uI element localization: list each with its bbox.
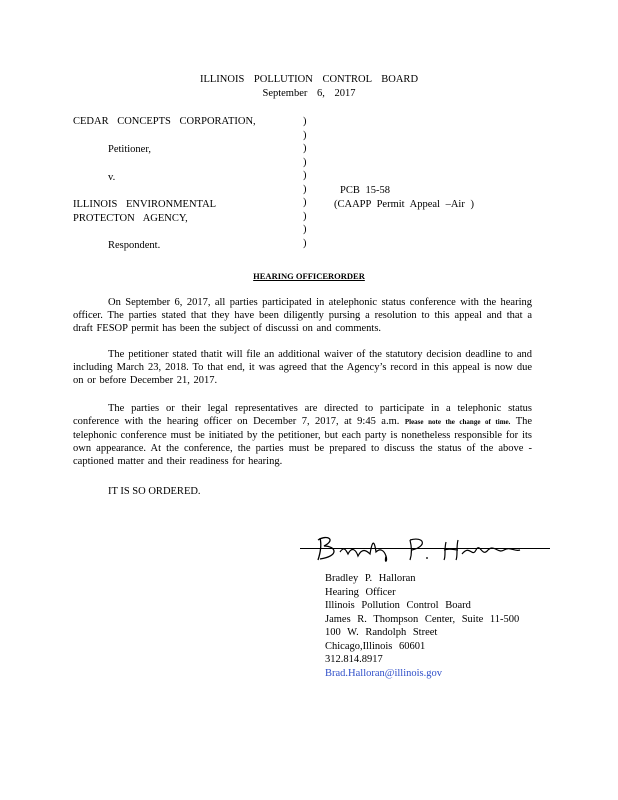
caption-paren: ) — [303, 197, 307, 208]
petitioner-role: Petitioner, — [108, 144, 152, 155]
signer-phone: 312.814.8917 — [325, 654, 383, 665]
caption-paren: ) — [303, 170, 307, 181]
case-type: (CAAPP Permit Appeal –Air ) — [334, 199, 474, 210]
paragraph-text: The parties or their legal representatives are directed to participate in a telephonic status conference with the hearing officer on December 7, 2017, at 9:45 a.m. — [73, 403, 532, 427]
petitioner-name: CEDAR CONCEPTS CORPORATION, — [73, 116, 256, 127]
respondent-name-line2: PROTECTON AGENCY, — [73, 213, 188, 224]
signer-name: Bradley P. Halloran — [325, 573, 416, 584]
signer-email-link[interactable]: Brad.Halloran@illinois.gov — [325, 667, 442, 679]
caption-paren-column — [303, 115, 307, 250]
caption-paren: ) — [303, 237, 307, 249]
time-change-note: Please note the change of time. — [404, 418, 511, 426]
versus-label: v. — [108, 172, 116, 183]
paragraph-text: The telephonic conference must be initiated by the petitioner, but each party is nonetheless responsible for its own appearance. At the conference, the parties must be prepared to discuss the status of the above -captioned matter and their readiness for hearing. — [73, 416, 533, 467]
respondent-name-line1: ILLINOIS ENVIRONMENTAL — [73, 199, 217, 210]
caption-paren: ) — [303, 129, 307, 141]
signature-block — [325, 572, 519, 680]
paragraph-status-conference — [73, 296, 532, 335]
handwritten-signature — [300, 528, 555, 564]
signer-city: Chicago,Illinois 60601 — [325, 640, 426, 652]
signer-building: James R. Thompson Center, Suite 11-500 — [325, 613, 520, 625]
caption-paren: ) — [303, 210, 307, 222]
signer-street: 100 W. Randolph Street — [325, 627, 438, 638]
respondent-role: Respondent. — [108, 240, 161, 251]
paragraph-text: The petitioner stated thatit will file an additional waiver of the statutory decision deadline to and including March 23, 2018. To that end, it was agreed that the Agency’s record in this appeal is now due on or before December 21, 2017. — [73, 349, 532, 386]
signer-organization: Illinois Pollution Control Board — [325, 600, 471, 611]
paragraph-next-conference — [73, 402, 532, 468]
caption-paren: ) — [303, 143, 307, 154]
paragraph-text: On September 6, 2017, all parties participated in atelephonic status conference with the hearing officer. The parties stated that they have been diligently pursing a resolution to this appeal and that a draft FESOP permit has been the subject of discussi on and comments. — [73, 297, 532, 334]
signer-title: Hearing Officer — [325, 586, 396, 598]
paragraph-waiver — [73, 348, 532, 387]
board-name: ILLINOIS POLLUTION CONTROL BOARD — [199, 74, 419, 85]
caption-paren: ) — [303, 183, 307, 195]
closing-statement: IT IS SO ORDERED. — [108, 486, 201, 497]
caption-paren: ) — [303, 156, 307, 168]
caption-paren: ) — [303, 116, 307, 127]
signature-line — [300, 548, 550, 549]
case-number: PCB 15-58 — [340, 185, 390, 196]
document-date: September 6, 2017 — [262, 88, 356, 99]
caption-paren: ) — [303, 224, 307, 235]
order-title: HEARING OFFICERORDER — [253, 271, 365, 281]
